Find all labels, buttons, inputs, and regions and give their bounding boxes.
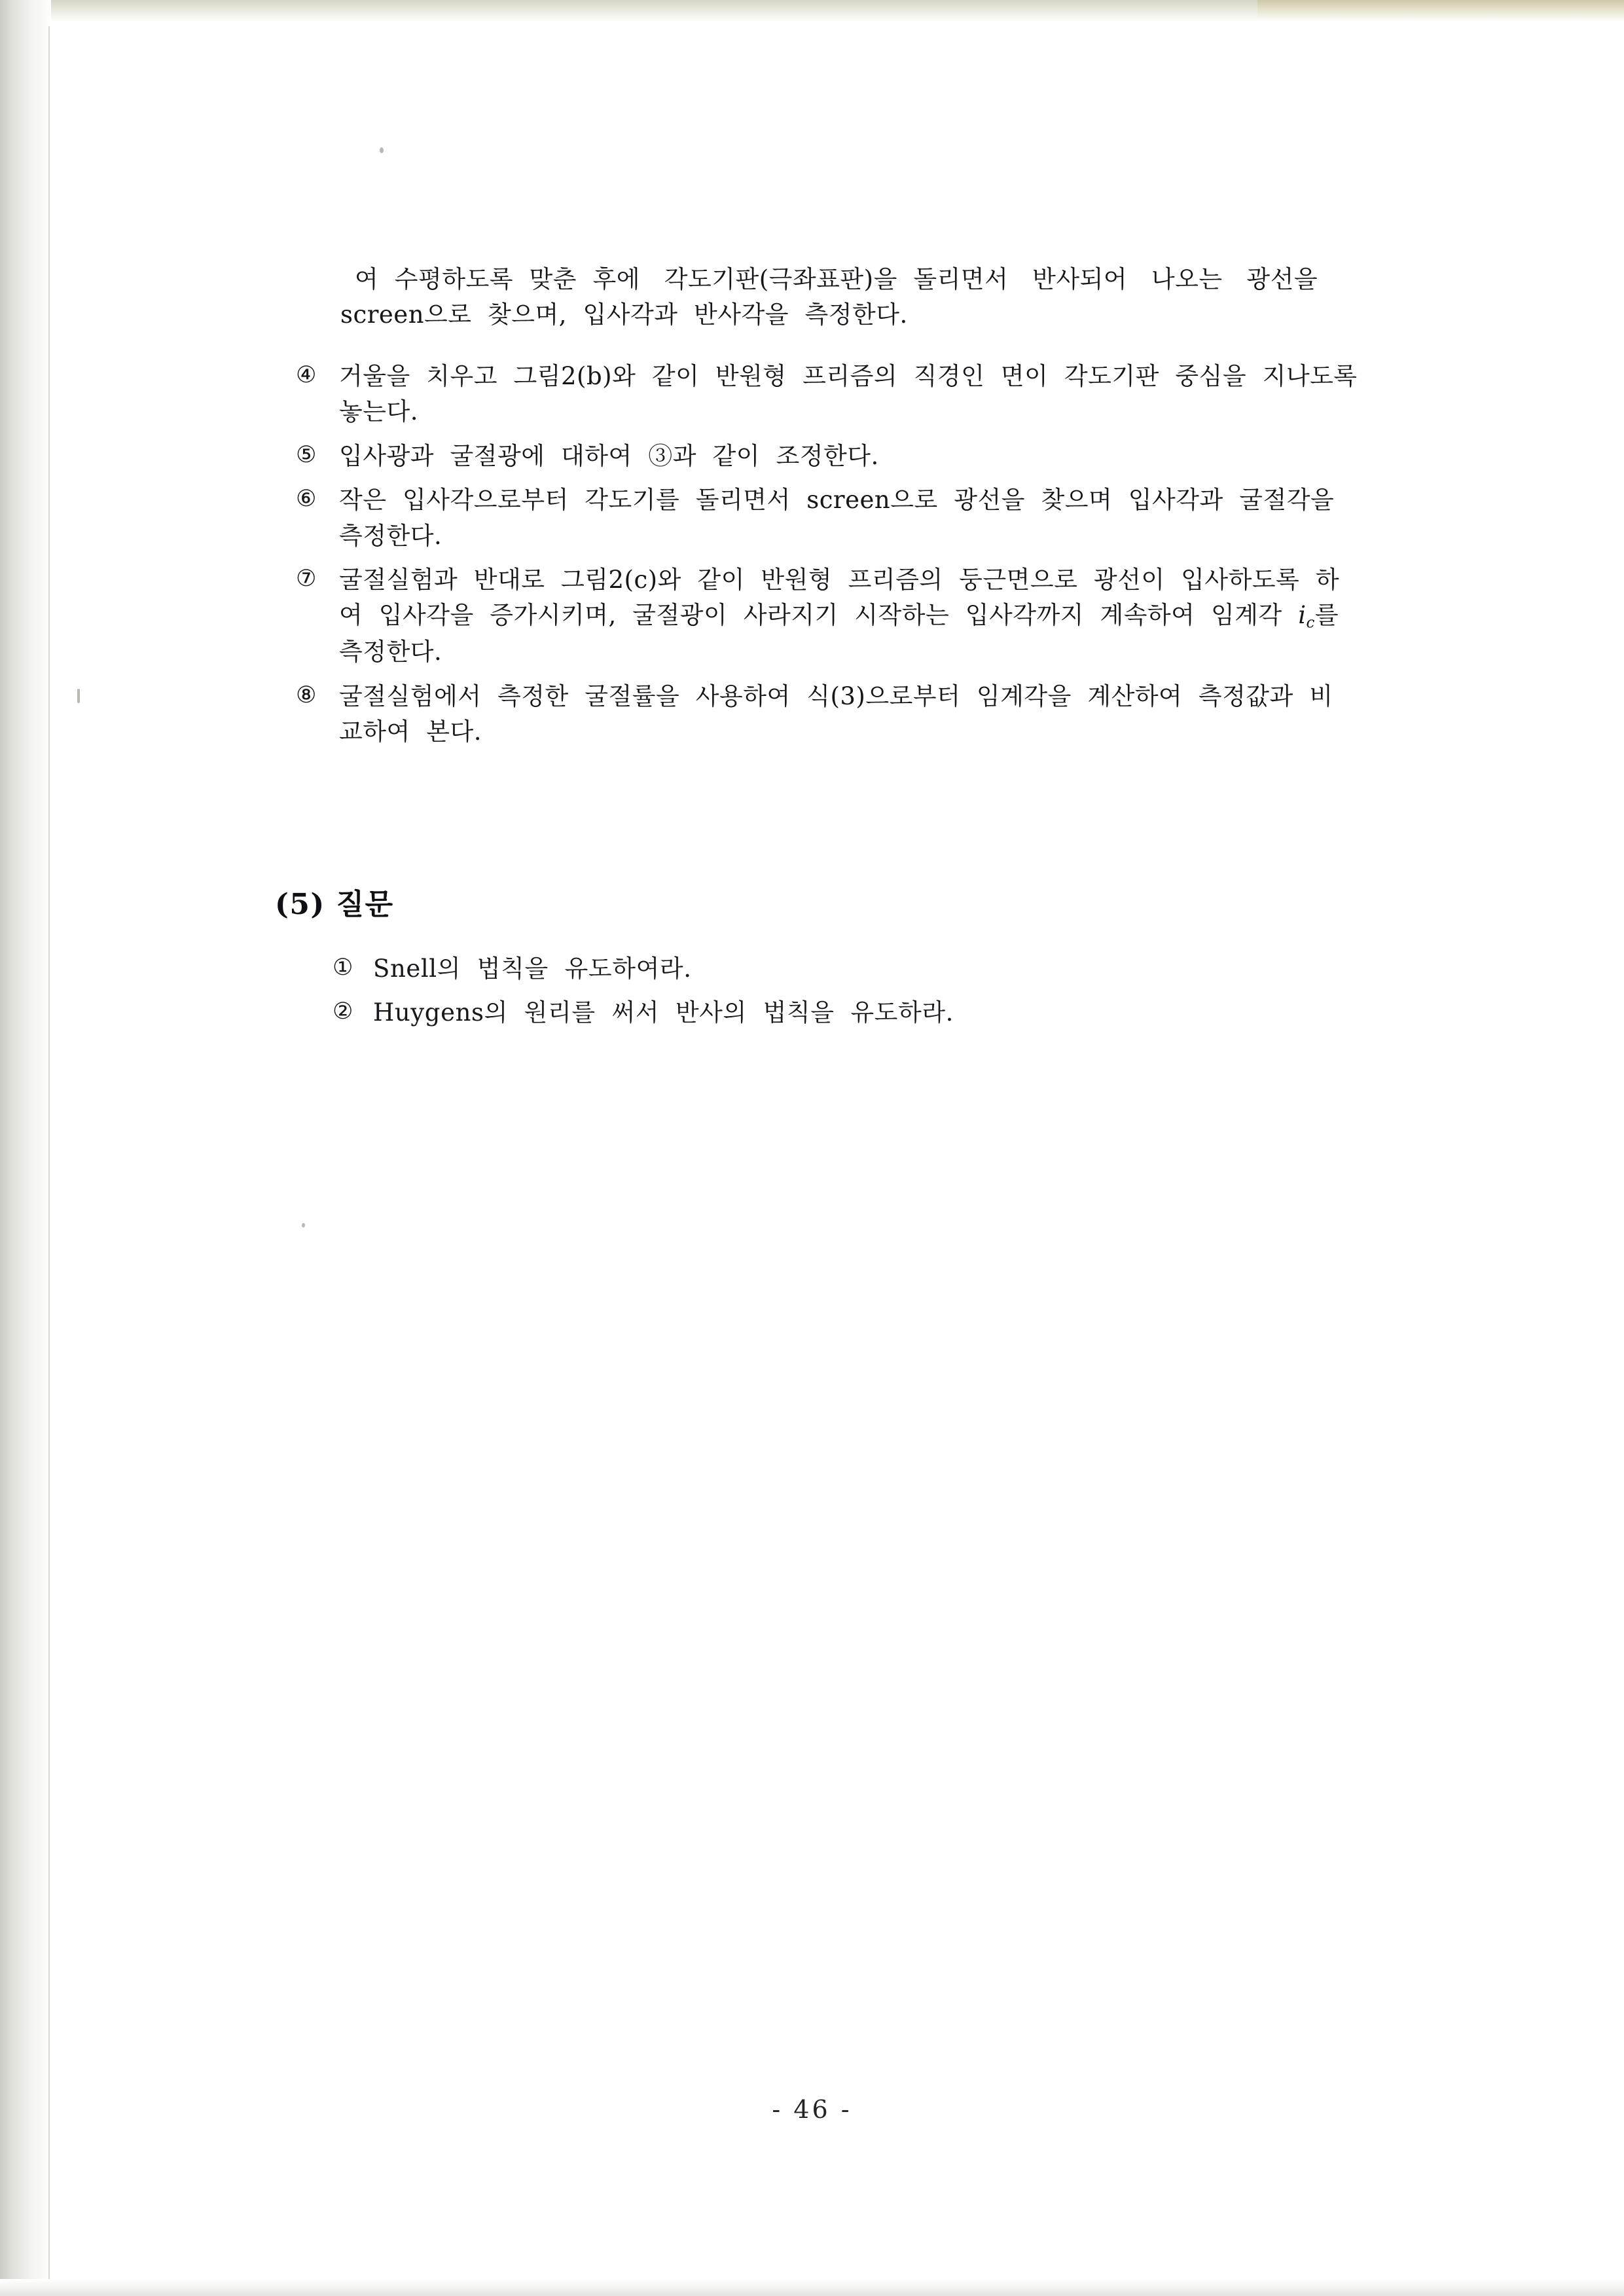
list-item-line: 거울을 치우고 그림2(b)와 같이 반원형 프리즘의 직경인 면이 각도기판 중심을 지나도록 <box>339 362 1358 390</box>
list-item-line: 교하여 본다. <box>339 718 482 746</box>
list-item-line: 측정한다. <box>339 638 442 666</box>
list-item <box>296 359 1454 430</box>
critical-angle-subscript: c <box>1306 614 1315 632</box>
line-prefix-text: 여 입사각을 증가시키며, 굴절광이 사라지기 시작하는 입사각까지 계속하여 임계각 <box>339 601 1299 630</box>
question-marker: ② <box>333 998 353 1025</box>
page-number: - 46 - <box>772 2095 852 2124</box>
list-item-body <box>339 679 1454 750</box>
scan-left-edge-line <box>48 26 50 2291</box>
line-suffix-text: 를 <box>1314 601 1339 630</box>
list-item-marker: ⑧ <box>296 682 317 708</box>
scan-bottom-edge-artifact <box>0 2279 1624 2296</box>
list-item-body <box>339 562 1454 670</box>
list-item-marker: ⑤ <box>296 441 317 468</box>
list-item-body <box>339 483 1454 554</box>
scan-speck <box>302 1223 305 1228</box>
list-item-line: 굴절실험에서 측정한 굴절률을 사용하여 식(3)으로부터 임계각을 계산하여 측정값과 비 <box>339 682 1333 710</box>
continued-paragraph <box>340 262 1453 333</box>
question-marker: ① <box>333 955 353 981</box>
paragraph-line: 여 수평하도록 맞춘 후에 각도기판(극좌표판)을 돌리면서 반사되어 나오는 광선을 <box>355 265 1318 293</box>
list-item <box>296 483 1454 554</box>
list-item <box>296 439 1454 474</box>
list-item-line-with-symbol <box>339 598 1454 634</box>
list-item-line: 놓는다. <box>339 397 418 426</box>
question-text: Snell의 법칙을 유도하여라. <box>373 955 692 983</box>
list-item-line: 굴절실험과 반대로 그림2(c)와 같이 반원형 프리즘의 둥근면으로 광선이 입사하도록 하 <box>339 565 1340 594</box>
scan-speck <box>380 147 384 153</box>
critical-angle-symbol: i <box>1298 601 1307 630</box>
list-item-body <box>339 359 1454 430</box>
list-item <box>333 949 1380 988</box>
paragraph-line: screen으로 찾으며, 입사각과 반사각을 측정한다. <box>340 301 908 329</box>
list-item-marker: ⑦ <box>296 565 317 592</box>
list-item-body <box>339 439 1454 474</box>
list-item-marker: ④ <box>296 362 317 388</box>
question-text: Huygens의 원리를 써서 반사의 법칙을 유도하라. <box>373 998 954 1027</box>
scan-left-edge-artifact <box>0 0 51 2296</box>
list-item-line: 작은 입사각으로부터 각도기를 돌리면서 screen으로 광선을 찾으며 입사각과 굴절각을 <box>339 486 1335 515</box>
procedure-list <box>296 359 1454 759</box>
question-list <box>333 949 1380 1037</box>
list-item <box>333 993 1380 1032</box>
scan-top-right-corner-artifact <box>1257 0 1624 20</box>
list-item-marker: ⑥ <box>296 486 317 513</box>
list-item-line: 입사광과 굴절광에 대하여 ③과 같이 조정한다. <box>339 441 879 470</box>
list-item <box>296 562 1454 670</box>
list-item-line: 측정한다. <box>339 521 442 550</box>
list-item <box>296 679 1454 750</box>
scan-speck <box>77 689 80 703</box>
section-heading: (5) 질문 <box>275 888 394 921</box>
